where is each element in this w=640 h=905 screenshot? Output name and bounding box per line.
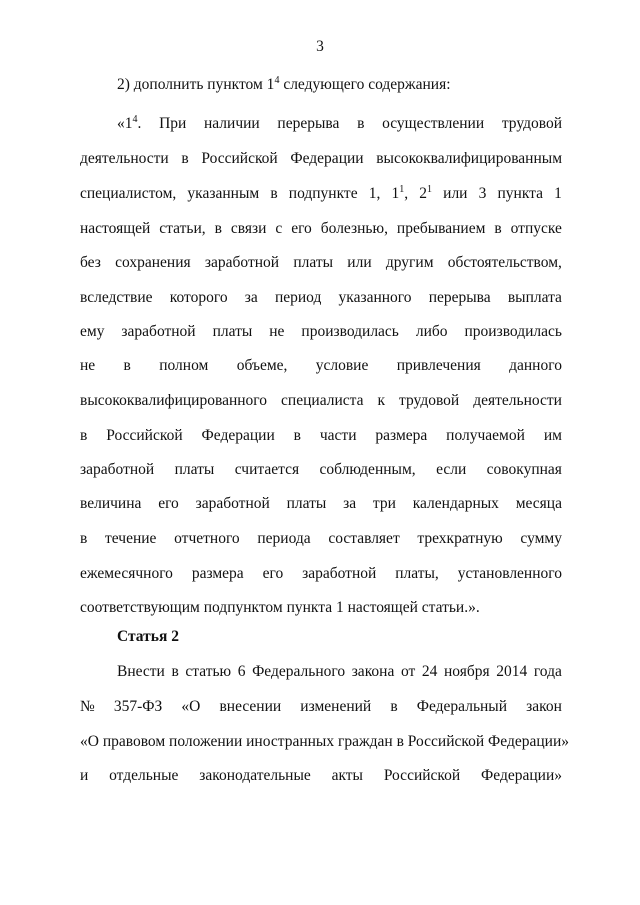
clause-line-14 (80, 564, 562, 584)
word: полном (159, 357, 209, 374)
word: деятельности (473, 392, 562, 409)
word: в (357, 115, 365, 132)
page-number: 3 (316, 38, 324, 55)
word: в (494, 220, 502, 237)
word: изменений (300, 698, 372, 715)
clause-line-10 (80, 426, 562, 446)
word: платы (293, 254, 334, 271)
word: обстоятельством, (447, 254, 562, 271)
word: не (269, 323, 285, 340)
clause-line-12 (80, 494, 562, 514)
clause-line-3 (80, 184, 562, 204)
article2-line-3: «О правовом положении иностранных граждан в Российской Федерации» (80, 733, 570, 750)
word: платы, (395, 565, 439, 582)
word: пребыванием (396, 220, 486, 237)
clause-line-6 (80, 288, 562, 308)
clause-number: «$1^4$. (117, 114, 142, 132)
word: Внести (117, 663, 165, 680)
word: условие (315, 357, 369, 374)
word: 1, (368, 185, 381, 202)
word: акты (331, 767, 363, 784)
word: пункта (497, 185, 544, 202)
word: получаемой (446, 427, 525, 444)
word: деятельности (80, 150, 169, 167)
word: трехкратную (417, 530, 503, 547)
word: статьи, (159, 220, 206, 237)
clause-line-11 (80, 460, 562, 480)
word: в (171, 663, 179, 680)
subparagraph-ref: $1^1$, (391, 184, 409, 202)
word: высококвалифицированного (80, 392, 268, 409)
word: в (214, 220, 222, 237)
word: данного (509, 357, 562, 374)
word: ему (80, 323, 105, 340)
word: законодательные (199, 767, 311, 784)
word: трудовой (501, 115, 562, 132)
word: другим (385, 254, 434, 271)
word: № (80, 698, 95, 715)
word: в (293, 427, 301, 444)
word: период (274, 289, 322, 306)
word: привлечения (396, 357, 481, 374)
word: в (123, 357, 131, 374)
word: сумму (520, 530, 562, 547)
word: установленного (457, 565, 562, 582)
word: платы (212, 323, 253, 340)
word: закона (351, 663, 395, 680)
word: 1 (554, 185, 562, 202)
word: высококвалифицированным (376, 150, 562, 167)
word: наличии (204, 115, 260, 132)
word: Российской (201, 150, 278, 167)
word: совокупная (486, 461, 562, 478)
word: отчетного (174, 530, 240, 547)
word: части (319, 427, 357, 444)
clause-line-13 (80, 529, 562, 549)
clause-line-5 (80, 253, 562, 273)
word: сохранения (115, 254, 191, 271)
word: соблюденным, (319, 461, 416, 478)
word: которого (169, 289, 228, 306)
word: заработной (121, 323, 196, 340)
word: объеме, (236, 357, 288, 374)
word: Федерации» (481, 767, 562, 784)
word: заработной (302, 565, 377, 582)
article2-line-2 (80, 697, 562, 717)
clause-line-7 (80, 322, 562, 342)
word: перерыва (277, 115, 340, 132)
word: внесении (219, 698, 282, 715)
word: за (343, 495, 357, 512)
word: ноября (443, 663, 490, 680)
word: специалиста (281, 392, 364, 409)
word: если (436, 461, 467, 478)
word: за (244, 289, 258, 306)
amendment-intro-tail: следующего содержания: (279, 76, 451, 93)
word: производилась (301, 323, 399, 340)
word: выплата (507, 289, 562, 306)
word: указанным (187, 185, 260, 202)
word: от (400, 663, 416, 680)
article2-line-1 (117, 662, 562, 682)
word: его (262, 565, 284, 582)
word: Федеральный (416, 698, 508, 715)
word: размера (191, 565, 244, 582)
word: или (443, 185, 468, 202)
word: не (80, 357, 96, 374)
amendment-intro-text: 2) дополнить пунктом 1 (117, 76, 275, 93)
word: перерыва (428, 289, 491, 306)
word: и (80, 767, 89, 784)
clause-line-15: соответствующим подпунктом пункта 1 настоящей статьи.». (80, 599, 480, 616)
word: специалистом, (80, 185, 177, 202)
word: с (275, 220, 283, 237)
word: либо (415, 323, 448, 340)
word: 6 (237, 663, 246, 680)
word: подпункте (288, 185, 358, 202)
word: Федерации (290, 150, 364, 167)
word: считается (234, 461, 300, 478)
word: Российской (383, 767, 461, 784)
word: заработной (80, 461, 155, 478)
word: трудовой (399, 392, 460, 409)
word: закон (526, 698, 562, 715)
word: Федерального (252, 663, 346, 680)
word: календарных (412, 495, 499, 512)
clause-line-4 (80, 219, 562, 239)
word: статью (185, 663, 232, 680)
word: в (390, 698, 398, 715)
clause-line-1 (117, 114, 562, 134)
word: 357-ФЗ (113, 698, 163, 715)
amendment-intro (117, 75, 562, 95)
clause-line-2 (80, 149, 562, 169)
word: отдельные (109, 767, 179, 784)
word: месяца (515, 495, 562, 512)
word: размера (375, 427, 428, 444)
clause-line-9 (80, 391, 562, 411)
word: составляет (328, 530, 400, 547)
word: связи (230, 220, 267, 237)
word: его (291, 220, 312, 237)
word: «О (181, 698, 201, 715)
word: в (80, 427, 88, 444)
word: в (181, 150, 189, 167)
word: Российской (106, 427, 183, 444)
word: 24 (421, 663, 438, 680)
word: в (270, 185, 278, 202)
word: или (347, 254, 372, 271)
word: осуществлении (382, 115, 485, 132)
word: периода (257, 530, 311, 547)
word: им (543, 427, 562, 444)
word: заработной (204, 254, 280, 271)
amendment-intro-sup: 4 (274, 75, 280, 86)
word: его (158, 495, 179, 512)
article2-line-4 (80, 766, 562, 786)
word: величина (80, 495, 142, 512)
word: три (372, 495, 396, 512)
word: Федерации (201, 427, 275, 444)
word: настоящей (80, 220, 151, 237)
word: отпуске (510, 220, 562, 237)
word: 3 (478, 185, 487, 202)
word: вследствие (80, 289, 153, 306)
word: без (80, 254, 101, 271)
word: года (533, 663, 562, 680)
word: к (377, 392, 386, 409)
word: в (80, 530, 88, 547)
word: платы (174, 461, 215, 478)
word: болезнью, (320, 220, 388, 237)
word: течение (105, 530, 157, 547)
article-heading: Статья 2 (117, 628, 179, 645)
word: заработной (195, 495, 270, 512)
subparagraph-ref: $2^1$ (419, 184, 433, 202)
word: ежемесячного (80, 565, 173, 582)
word: При (159, 115, 187, 132)
clause-line-8 (80, 356, 562, 376)
word: 2014 (496, 663, 528, 680)
word: платы (286, 495, 327, 512)
word: производилась (464, 323, 562, 340)
word: указанного (338, 289, 412, 306)
